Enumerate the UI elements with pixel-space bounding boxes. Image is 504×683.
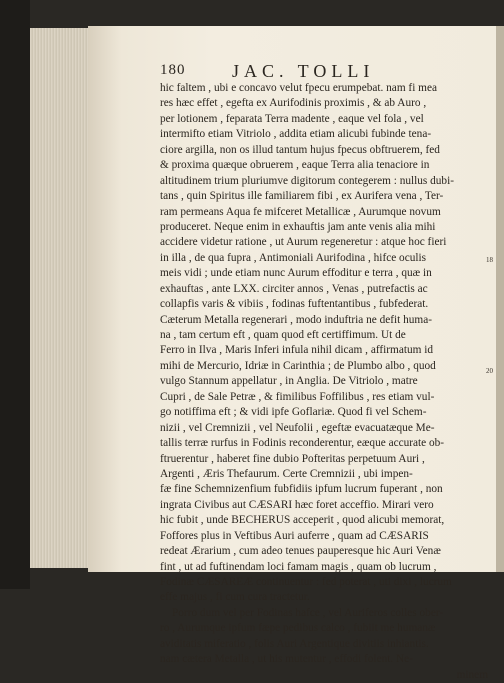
text-line: ram permeans Aqua fe mifceret Metallicæ , Aurumque novum bbox=[160, 205, 441, 218]
text-line: vulgo Stannum appellatur , in Anglia. De Vitriolo , matre bbox=[160, 375, 418, 388]
text-line: Foffores plus in Veftibus Auri auferre , quam ad CÆSARIS bbox=[160, 529, 429, 542]
text-line: tans , quin Spiritus ille familiarem fibi , ex Aurifera vena , Ter- bbox=[160, 190, 444, 203]
text-line: tallis terræ rurfus in Fodinis reconderentur, eæque accurate ob- bbox=[160, 437, 445, 450]
text-line: Cupri , de Sale Petræ , & fimilibus Foffilibus , res etiam vul- bbox=[160, 390, 435, 403]
text-line: nam cætera Metalla , ut his mutentur , effodi folent. Ne- bbox=[160, 653, 413, 666]
text-line: fæ fine Schemnizenfium fubfidiis ipfum lucrum fuperant , non bbox=[160, 483, 443, 496]
text-line: Porro dum vel per Fodinas hafce , vel Auriferos colles ober- bbox=[172, 606, 444, 619]
text-line: in illa , de qua fupra , Antimoniali Aurifodina , hifce oculis bbox=[160, 251, 427, 264]
running-title: JAC. TOLLI bbox=[232, 61, 375, 81]
text-line: collapfis varis & vibiis , fodinas fuftentantibus , fubfederat. bbox=[160, 298, 429, 311]
text-line: & proxima quæque obruerem , eaque Terra alia tenaciore in bbox=[160, 159, 430, 172]
page-edges bbox=[30, 28, 90, 568]
text-line: nizii , vel Cremnizii , vel Neufolii , egeftæ evacuatæque Me- bbox=[160, 421, 435, 434]
page-header bbox=[100, 62, 460, 82]
text-line: effe majus , fi cum cura tractetur. bbox=[160, 591, 310, 604]
text-line: ingrata Civibus aut CÆSARI hæc foret acceffio. Mirari vero bbox=[160, 498, 434, 511]
facing-page-edge bbox=[496, 26, 504, 572]
text-line: meis vidi ; unde etiam nunc Aurum effoditur e terra , quæ in bbox=[160, 267, 432, 280]
text-line: altitudinem trium pluriumve digitorum contegerem : nullus dubi- bbox=[160, 174, 454, 187]
text-line: res hæc effet , egefta ex Aurifodinis proximis , & ab Auro , bbox=[160, 97, 427, 110]
text-line: redeat Ærarium , cum adeo tenues pauperesque hic Auri Venæ bbox=[160, 545, 441, 558]
text-line: accidere videtur ratione , ut Aurum regeneretur : atque hoc fieri bbox=[160, 236, 447, 249]
text-line: fint , ut ad fuftinendam loci famam magis , quam ob lucrum , bbox=[160, 560, 437, 573]
text-line: minem bbox=[456, 668, 488, 681]
text-line: ftruerentur , haberet fine dubio Pofteritas perpetuum Auri , bbox=[160, 452, 425, 465]
text-line: ciore argilla, non os illud tantum hujus fpecus obftruerem, fed bbox=[160, 143, 440, 156]
body-text bbox=[160, 81, 490, 683]
text-line: na , tam certum eft , quam quod eft certiffimum. Ut de bbox=[160, 329, 406, 341]
text-line: produceret. Neque enim in exhauftis jam ante venis alia mihi bbox=[160, 220, 436, 233]
text-line: per lotionem , feparata Terra madente , eaque vel fola , vel bbox=[160, 112, 424, 125]
text-line: hic faltem , ubi e concavo velut fpecu erumpebat. nam fi mea bbox=[160, 82, 437, 94]
margin-note: 20 bbox=[486, 367, 493, 375]
text-line: ro , Aurumque ipfum fæpe pedibus calco , fubiit me humanæ bbox=[160, 622, 436, 635]
text-line: Argenti , Æris Thefaurum. Certe Cremnizii , ubi impen- bbox=[160, 467, 413, 480]
page-number: 180 bbox=[160, 62, 186, 78]
text-line: Cæterum Metalla regenerari , modo induftria ne defit huma- bbox=[160, 313, 432, 326]
text-line: exhauftas , ante LXX. circiter annos , Venas , putrefactis ac bbox=[160, 282, 428, 295]
text-line: aviditatis miferatio , folis Auri Argentique divitiis inhiantis. bbox=[160, 637, 429, 650]
text-line: go notiffima eft ; & vidi ipfe Goflariæ. Quod fi vel Schem- bbox=[160, 406, 427, 419]
text-line: Fodinæ CÆSAREÆ continuentur : fed poterat , uti dixi , lucrum bbox=[160, 576, 452, 588]
book-gutter bbox=[0, 0, 30, 589]
text-line: mihi de Mercurio, Idriæ in Carinthia ; de Plumbo albo , quod bbox=[160, 359, 436, 372]
text-line: Ferro in Ilva , Maris Inferi infula nihil dicam , affirmatum id bbox=[160, 344, 434, 357]
text-line: hic fubit , unde BECHERUS acceperit , quod alicubi memorat, bbox=[160, 514, 445, 527]
margin-note: 18 bbox=[486, 256, 493, 264]
text-line: intermifto etiam Vitriolo , addita etiam alicubi fubinde tena- bbox=[160, 128, 432, 141]
